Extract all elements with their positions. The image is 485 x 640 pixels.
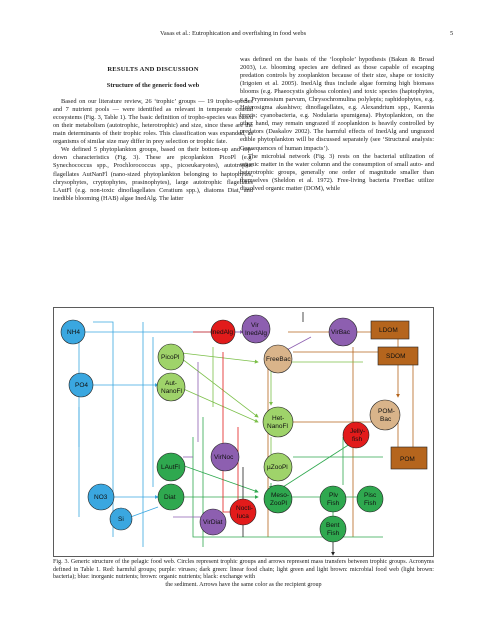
svg-text:luca: luca [237,513,249,520]
svg-text:InedAlg: InedAlg [245,330,268,337]
node-autnanofl [157,373,185,401]
svg-text:Bent: Bent [326,522,340,529]
node-sdom [378,347,418,365]
figure-caption [53,559,434,589]
svg-text:NO3: NO3 [94,494,108,501]
node-virnoc [211,443,239,471]
svg-text:VirNoc: VirNoc [214,454,234,461]
svg-text:Plv: Plv [329,492,339,499]
svg-text:LAutFl: LAutFl [161,464,180,471]
caption-text-end: the sediment. Arrows have the same color as the recipient group [165,581,322,588]
svg-text:Bac: Bac [380,416,392,423]
svg-text:Fish: Fish [364,500,377,507]
node-plvfish [320,486,346,512]
svg-text:PicoPl: PicoPl [161,354,180,361]
node-freebac [264,345,292,373]
paragraph: The microbial network (Fig. 3) rests on the bacterial utilization of organic matter in the water column and the consumption of small auto- and heterotrophic groups, generally one order of magnitude smaller than themselves (Sheldon et al. 1972). Free-living bacteria FreeBac utilize dissolved organic matter (DOM), while [240,152,434,192]
node-mesozoopl [264,485,292,513]
running-title: Vasas et al.: Eutrophication and overfishing in food webs [160,30,307,37]
left-column [53,66,253,203]
node-jellyfish [343,422,369,448]
node-virdiat [200,509,226,535]
node-hetnanofl [263,407,293,437]
svg-text:Meso-: Meso- [271,492,290,499]
node-inedalg [211,320,235,344]
node-noctiluca [230,499,256,525]
svg-text:POM-: POM- [378,408,395,415]
food-web-figure [53,307,434,557]
right-column [240,56,434,193]
paragraph: Based on our literature review, 26 ‘trophic’ groups — 19 tropho-species and 7 nutrient pools — were identified as relevant in temperate coastal ecosystems (Fig. 3, Table 1). The basic definition of tropho-species was based on their metabolism (autotrophic, heterotrophic) and size, since these are the main determinants of their trophic roles. This classification was expanded, as organisms of similar size may differ in prey selection or trophic fate. [53,98,253,146]
svg-text:Fish: Fish [327,500,340,507]
paragraph: was defined on the basis of the ‘loophole’ hypothesis (Bakun & Broad 2003), i.e. blooming species are defined as those capable of escaping predation controls by zooplankton because of their size, shape or toxicity (Irigoien et al. 2005). InedAlg thus include algae forming high biomass blooms (e.g. Phaeocystis globosa colonies) and toxic species (haptophytes, e.g. Prymnesium parvum, Chrysochromulina polylepis; raphidophytes, e.g. Heterosigma akashiwo; dinoflagellates, e.g. Alexandrium spp., Karenia brevis; cyanobacteria, e.g. Nodularia spumigena). Phytoplankton, on the other hand, may remain ungrazed if zooplankton is heavily controlled by predators (Daskalov 2002). The harmful effects of InedAlg and ungrazed edible phytoplankton will be discussed separately (see ‘Structural analysis: Consequences of human impacts’). [240,56,434,152]
svg-text:Jelly-: Jelly- [350,428,366,435]
node-virinedalg [242,315,270,343]
svg-text:VirDiat: VirDiat [203,519,223,526]
svg-text:LDOM: LDOM [379,327,398,334]
svg-text:POM: POM [400,456,415,463]
node-po4 [69,373,93,397]
svg-text:µZooPl: µZooPl [267,464,288,471]
svg-text:PO4: PO4 [75,382,89,389]
node-piscfish [357,486,383,512]
svg-text:Pisc: Pisc [364,492,377,499]
subsection-title: Structure of the generic food web [106,82,200,90]
svg-text:NanoFl: NanoFl [161,388,182,395]
svg-text:Si: Si [118,516,124,523]
node-pombac [370,400,400,430]
node-pom [391,447,427,469]
svg-text:Het-: Het- [272,415,285,422]
svg-text:Nocti-: Nocti- [236,505,253,512]
svg-text:Vir: Vir [251,322,259,329]
node-uzoopl [264,453,292,481]
node-lautfl [157,453,185,481]
node-ldom [371,321,409,339]
caption-text: Fig. 3. Generic structure of the pelagic food web. Circles represent trophic groups and arrows represent mass transfers between trophic groups. Acronyms defined in Table 1. Red: harmful groups; purple: viruses; dark green: linear food chain; light green and light brown: microbial food web (light brown: bacteria); blue: inorganic nutrients; brown: organic nutrients; black: exchange with [53,559,434,581]
svg-text:Aut-: Aut- [165,380,177,387]
node-nh4 [61,320,85,344]
svg-text:Fish: Fish [327,530,340,537]
svg-text:NH4: NH4 [67,329,81,336]
section-title: RESULTS AND DISCUSSION [107,66,199,73]
svg-text:InedAlg: InedAlg [211,329,234,336]
node-si [110,508,132,530]
node-diat [158,484,184,510]
paragraph: We defined 5 phytoplankton groups, based on their bottom-up and top-down characteristics (Fig. 3). These are picoplankton PicoPl (e.g. Synechococcus spp., Prochlorococcus spp., picoeukaryotes), autotrophic flagellates AutNanFl (nano-sized phytoplankton belonging to haptophytes, chrysophytes, cryptophytes, prasinophytes), large autotrophic flagellates LAutFl (e.g. non-toxic dinoflagellates Ceratium spp.), diatoms Diat, and inedible blooming (HAB) algae InedAlg. The latter [53,146,253,202]
svg-text:VirBac: VirBac [331,329,351,336]
svg-text:SDOM: SDOM [386,353,406,360]
node-bentfish [320,516,346,542]
svg-text:fish: fish [352,436,363,443]
food-web-diagram [53,307,434,557]
page-number: 5 [450,30,454,37]
svg-text:Diat: Diat [164,494,176,501]
svg-text:NanoFl: NanoFl [267,423,288,430]
node-picopl [158,344,184,370]
svg-text:FreeBac: FreeBac [266,356,291,363]
node-virbac [329,318,357,346]
svg-text:ZooPl: ZooPl [270,500,287,507]
node-no3 [88,484,114,510]
